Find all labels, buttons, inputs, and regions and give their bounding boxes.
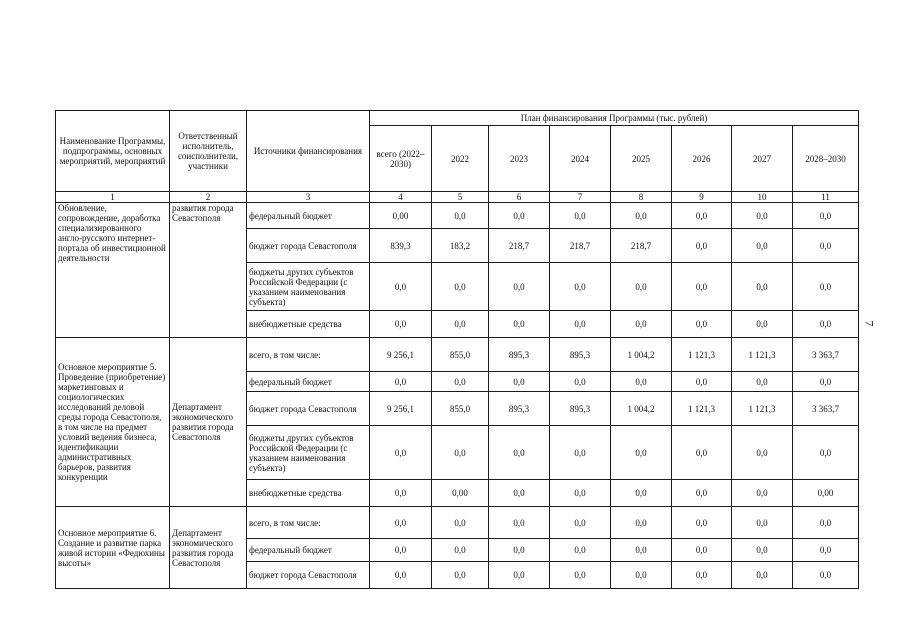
funding-source: федеральный бюджет — [247, 203, 370, 229]
amount-cell: 0,0 — [672, 539, 732, 562]
amount-cell: 0,0 — [732, 203, 793, 229]
table-row — [56, 338, 859, 372]
amount-cell: 0,0 — [732, 426, 793, 480]
amount-cell: 0,0 — [793, 203, 859, 229]
header-executor: Ответственный исполнитель, соисполнители, участники — [170, 111, 247, 192]
column-number: 7 — [550, 192, 611, 203]
amount-cell: 0,0 — [432, 507, 489, 539]
amount-cell: 0,0 — [370, 372, 432, 392]
funding-source: бюджет города Севастополя — [247, 562, 370, 589]
amount-cell: 0,0 — [489, 203, 550, 229]
amount-cell: 0,0 — [732, 263, 793, 311]
funding-source: внебюджетные средства — [247, 480, 370, 507]
amount-cell: 0,0 — [672, 372, 732, 392]
funding-source: всего, в том числе: — [247, 507, 370, 539]
amount-cell: 0,0 — [550, 203, 611, 229]
amount-cell: 218,7 — [489, 229, 550, 263]
header-year: 2026 — [672, 126, 732, 192]
amount-cell: 0,0 — [432, 539, 489, 562]
amount-cell: 0,0 — [550, 311, 611, 338]
amount-cell: 0,0 — [550, 263, 611, 311]
funding-source: бюджеты других субъектов Российской Федерации (с указанием наименования субъекта) — [247, 426, 370, 480]
amount-cell: 0,0 — [370, 539, 432, 562]
amount-cell: 1 121,3 — [732, 392, 793, 426]
amount-cell: 0,0 — [793, 311, 859, 338]
amount-cell: 3 363,7 — [793, 338, 859, 372]
amount-cell: 855,0 — [432, 338, 489, 372]
amount-cell: 0,0 — [550, 480, 611, 507]
amount-cell: 0,0 — [550, 562, 611, 589]
amount-cell: 0,0 — [432, 426, 489, 480]
amount-cell: 1 121,3 — [732, 338, 793, 372]
amount-cell: 0,0 — [793, 539, 859, 562]
column-number: 3 — [247, 192, 370, 203]
amount-cell: 0,0 — [489, 372, 550, 392]
amount-cell: 0,0 — [611, 426, 672, 480]
amount-cell: 895,3 — [489, 392, 550, 426]
amount-cell: 839,3 — [370, 229, 432, 263]
header-year: 2028–2030 — [793, 126, 859, 192]
amount-cell: 1 121,3 — [672, 338, 732, 372]
amount-cell: 0,0 — [672, 426, 732, 480]
funding-source: внебюджетные средства — [247, 311, 370, 338]
amount-cell: 0,0 — [550, 539, 611, 562]
header-source: Источники финансирования — [247, 111, 370, 192]
amount-cell: 9 256,1 — [370, 392, 432, 426]
table-row — [56, 507, 859, 539]
amount-cell: 218,7 — [611, 229, 672, 263]
amount-cell: 0,0 — [432, 562, 489, 589]
amount-cell: 0,0 — [550, 372, 611, 392]
amount-cell: 0,00 — [432, 480, 489, 507]
amount-cell: 0,0 — [672, 263, 732, 311]
funding-source: бюджет города Севастополя — [247, 392, 370, 426]
column-number: 9 — [672, 192, 732, 203]
amount-cell: 0,0 — [432, 311, 489, 338]
amount-cell: 0,0 — [489, 562, 550, 589]
header-year: 2023 — [489, 126, 550, 192]
amount-cell: 0,0 — [732, 480, 793, 507]
funding-source: бюджеты других субъектов Российской Федерации (с указанием наименования субъекта) — [247, 263, 370, 311]
amount-cell: 0,0 — [432, 263, 489, 311]
executor: развития города Севастополя — [170, 203, 247, 338]
amount-cell: 0,00 — [370, 203, 432, 229]
header-year: 2027 — [732, 126, 793, 192]
amount-cell: 0,0 — [370, 507, 432, 539]
funding-source: федеральный бюджет — [247, 372, 370, 392]
amount-cell: 0,0 — [732, 229, 793, 263]
amount-cell: 0,00 — [793, 480, 859, 507]
amount-cell: 855,0 — [432, 392, 489, 426]
amount-cell: 0,0 — [611, 372, 672, 392]
measure-name: Основное мероприятие 6. Создание и развитие парка живой истории «Федюхины высоты» — [56, 507, 170, 589]
column-number: 6 — [489, 192, 550, 203]
funding-source: всего, в том числе: — [247, 338, 370, 372]
amount-cell: 0,0 — [489, 539, 550, 562]
amount-cell: 0,0 — [550, 507, 611, 539]
column-number: 10 — [732, 192, 793, 203]
column-number: 5 — [432, 192, 489, 203]
funding-source: федеральный бюджет — [247, 539, 370, 562]
amount-cell: 0,0 — [611, 507, 672, 539]
amount-cell: 0,0 — [732, 507, 793, 539]
page-number: 7 — [862, 320, 877, 327]
column-number: 8 — [611, 192, 672, 203]
amount-cell: 0,0 — [370, 480, 432, 507]
amount-cell: 0,0 — [432, 203, 489, 229]
amount-cell: 0,0 — [489, 480, 550, 507]
amount-cell: 0,0 — [672, 562, 732, 589]
header-name: Наименование Программы, подпрограммы, основных мероприятий, мероприятий — [56, 111, 170, 192]
amount-cell: 0,0 — [732, 311, 793, 338]
amount-cell: 0,0 — [370, 263, 432, 311]
amount-cell: 0,0 — [793, 372, 859, 392]
amount-cell: 1 004,2 — [611, 338, 672, 372]
amount-cell: 0,0 — [672, 311, 732, 338]
funding-source: бюджет города Севастополя — [247, 229, 370, 263]
amount-cell: 0,0 — [489, 311, 550, 338]
amount-cell: 895,3 — [550, 338, 611, 372]
amount-cell: 218,7 — [550, 229, 611, 263]
amount-cell: 1 121,3 — [672, 392, 732, 426]
header-year: 2024 — [550, 126, 611, 192]
amount-cell: 0,0 — [611, 480, 672, 507]
amount-cell: 0,0 — [793, 229, 859, 263]
amount-cell: 0,0 — [793, 263, 859, 311]
amount-cell: 0,0 — [732, 539, 793, 562]
amount-cell: 0,0 — [793, 426, 859, 480]
column-number: 4 — [370, 192, 432, 203]
amount-cell: 0,0 — [370, 426, 432, 480]
amount-cell: 0,0 — [611, 539, 672, 562]
amount-cell: 9 256,1 — [370, 338, 432, 372]
amount-cell: 0,0 — [432, 372, 489, 392]
amount-cell: 183,2 — [432, 229, 489, 263]
amount-cell: 0,0 — [370, 562, 432, 589]
column-number: 11 — [793, 192, 859, 203]
amount-cell: 0,0 — [611, 263, 672, 311]
measure-name: Основное мероприятие 5. Проведение (приобретение) маркетинговых и социологических исследований деловой среды города Севастополя, в том числе на предмет условий ведения бизнеса, идентификации административных барьеров, развития конкуренции — [56, 338, 170, 507]
amount-cell: 0,0 — [793, 507, 859, 539]
amount-cell: 0,0 — [672, 480, 732, 507]
header-year: 2025 — [611, 126, 672, 192]
amount-cell: 0,0 — [550, 426, 611, 480]
executor: Департамент экономического развития города Севастополя — [170, 338, 247, 507]
amount-cell: 0,0 — [611, 311, 672, 338]
amount-cell: 0,0 — [489, 263, 550, 311]
amount-cell: 895,3 — [489, 338, 550, 372]
amount-cell: 0,0 — [611, 562, 672, 589]
measure-name: Обновление, сопровождение, доработка специализированного англо-русского интернет-портала об инвестиционной деятельности — [56, 203, 170, 338]
table-row — [56, 203, 859, 229]
amount-cell: 0,0 — [370, 311, 432, 338]
amount-cell: 0,0 — [489, 426, 550, 480]
amount-cell: 1 004,2 — [611, 392, 672, 426]
amount-cell: 0,0 — [732, 372, 793, 392]
amount-cell: 0,0 — [672, 507, 732, 539]
amount-cell: 0,0 — [672, 203, 732, 229]
column-number: 1 — [56, 192, 170, 203]
header-year: 2022 — [432, 126, 489, 192]
header-year: всего (2022–2030) — [370, 126, 432, 192]
amount-cell: 895,3 — [550, 392, 611, 426]
header-plan: План финансирования Программы (тыс. рублей) — [370, 111, 859, 126]
amount-cell: 3 363,7 — [793, 392, 859, 426]
amount-cell: 0,0 — [793, 562, 859, 589]
column-number: 2 — [170, 192, 247, 203]
amount-cell: 0,0 — [611, 203, 672, 229]
executor: Департамент экономического развития города Севастополя — [170, 507, 247, 589]
amount-cell: 0,0 — [732, 562, 793, 589]
amount-cell: 0,0 — [672, 229, 732, 263]
amount-cell: 0,0 — [489, 507, 550, 539]
financing-table — [55, 110, 859, 589]
